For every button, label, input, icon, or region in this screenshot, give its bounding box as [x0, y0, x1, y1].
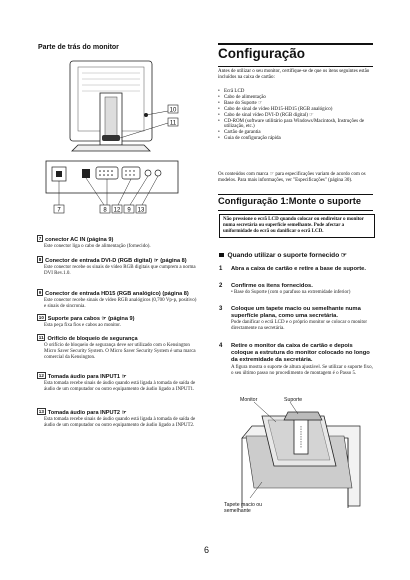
item-heading: Tomada áudio para INPUT1 ☞: [47, 374, 127, 380]
procedure-heading: [219, 251, 347, 259]
list-item: [37, 314, 197, 329]
callout-10: 10: [169, 107, 177, 114]
step-number: 1: [219, 266, 223, 272]
callout-11: 11: [169, 120, 177, 127]
list-item: • Base do Suporte ☞: [218, 101, 374, 107]
step-number: 2: [219, 283, 223, 289]
item-number: 13: [38, 409, 44, 414]
item-number: 10: [38, 315, 44, 320]
list-item: • CD-ROM (software utilitário para Windows/Macintosh, Instruções de utilização, etc.): [218, 119, 374, 131]
item-description: Este conector recebe sinais de vídeo RGB analógicos (0,700 Vp-p, positivo) e sinais de sincronia.: [44, 298, 197, 310]
subsection-title: Configuração 1:Monte o suporte: [218, 196, 362, 206]
item-number: 7: [38, 236, 42, 241]
procedure-heading-text: Quando utilizar o suporte fornecido ☞: [227, 252, 347, 259]
step-detail: • Base do Suporte (com o parafuso na extremidade inferior): [231, 290, 375, 296]
list-item: [37, 334, 197, 362]
step-3: [219, 306, 375, 332]
item-number: 12: [38, 373, 44, 378]
step-number: 4: [219, 343, 223, 349]
list-item: • Cabo de sinal de vídeo HD15-HD15 (RGB analógico): [218, 107, 374, 113]
caution-box: Não pressione o ecrã LCD quando colocar ou endireitar o monitor numa secretária ou superfície semelhante. Pode afectar a uniformidade do ecrã ou danificar o ecrã LCD.: [219, 214, 375, 238]
item-description: Esta peça fixa fios e cabos ao monitor.: [44, 323, 121, 328]
stand-assembly-illustration: [224, 396, 362, 526]
item-description: Esta tomada recebe sinais de áudio quando está ligada à tomada de saída de áudio de um computador ou outro equipamento de áudio ligado a INPUT1.: [44, 381, 196, 393]
callout-13: 13: [137, 207, 145, 214]
step-4: [219, 343, 375, 377]
subtitle-rule-bottom: [218, 210, 373, 211]
list-item: • Cabo de alimentação: [218, 95, 374, 101]
step-detail: A figura mostra o suporte de altura ajustável. Se utilizar o suporte fixo, o seu último passo no procedimento de montagem é o Passo 5.: [231, 364, 373, 376]
item-description: O orifício de bloqueio de segurança deve ser utilizado com o Kensington Micro Saver Security System. O Micro Saver Security System é uma marca comercial da Kensington.: [44, 343, 196, 361]
item-number: 9: [38, 290, 42, 295]
item-number: 11: [38, 335, 44, 340]
package-contents-list: [218, 89, 374, 142]
step-heading: Confirme os itens fornecidos.: [231, 283, 313, 289]
step-1: [219, 266, 375, 273]
model-note: Os conteúdos com marca ☞ para especificações variam de acordo com os modelos. Para mais informações, ver "Especificações" (página 30).: [218, 172, 366, 184]
callout-12: 12: [113, 207, 121, 214]
callout-9: 9: [127, 207, 131, 214]
subtitle-rule-top: [218, 194, 373, 195]
step-2: [219, 283, 375, 296]
page-number: 6: [204, 545, 210, 555]
list-item: • Cabo de sinal vídeo DVI-D (RGB digital) ☞: [218, 113, 374, 119]
label-suporte: Suporte: [284, 397, 303, 403]
step-heading: Retire o monitor da caixa de cartão e depois coloque a estrutura do monitor colocado no longo da extremidade da secretária.: [231, 343, 370, 364]
square-bullet-icon: [219, 253, 224, 258]
list-item: • Cartão de garantia: [218, 130, 374, 136]
monitor-rear-illustration: [38, 53, 190, 231]
title-rule-bottom: [218, 66, 373, 67]
list-item: • Guia de configuração rápida: [218, 136, 374, 142]
item-heading: conector AC IN (página 9): [45, 237, 114, 243]
list-item: [37, 408, 197, 429]
item-heading: Orifício de bloqueio de segurança: [47, 336, 138, 342]
callout-7: 7: [57, 207, 61, 214]
step-number: 3: [219, 306, 223, 312]
section-title: Configuração: [218, 46, 306, 61]
label-tapete: Tapete macio ou semelhante: [224, 502, 263, 514]
list-item: [37, 256, 197, 277]
item-number: 8: [38, 257, 42, 262]
list-item: [37, 235, 197, 250]
list-item: [37, 372, 197, 393]
item-heading: Tomada áudio para INPUT2 ☞: [47, 410, 127, 416]
item-description: Este conector recebe os sinais de vídeo RGB digitais que cumprem a norma DVI Rev.1.0.: [44, 265, 196, 277]
rear-section-title: Parte de trás do monitor: [38, 44, 119, 51]
step-detail: Pode danificar o ecrã LCD e o próprio monitor se colocar o monitor directamente na secretária.: [231, 320, 368, 332]
item-description: Este conector liga o cabo de alimentação (fornecido).: [44, 244, 151, 249]
intro-text: Antes de utilizar o seu monitor, certifique-se de que os itens seguintes estão incluídos na caixa de cartão:: [218, 69, 370, 81]
item-description: Esta tomada recebe sinais de áudio quando está ligada à tomada de saída de áudio de um computador ou outro equipamento de áudio ligado a INPUT2.: [44, 417, 196, 429]
step-heading: Coloque um tapete macio ou semelhante numa superfície plana, como uma secretária.: [231, 306, 361, 320]
item-heading: Conector de entrada HD15 (RGB analógico) (página 8): [45, 291, 189, 297]
item-heading: Conector de entrada DVI-D (RGB digital) ☞ (página 8): [45, 258, 187, 264]
title-rule-top: [218, 43, 373, 45]
callout-8: 8: [103, 207, 107, 214]
list-item: [37, 289, 197, 310]
label-monitor: Monitor: [240, 397, 258, 403]
item-heading: Suporte para cabos ☞ (página 9): [47, 316, 135, 322]
list-item: • Ecrã LCD: [218, 89, 374, 95]
step-heading: Abra a caixa de cartão e retire a base de suporte.: [231, 266, 367, 272]
